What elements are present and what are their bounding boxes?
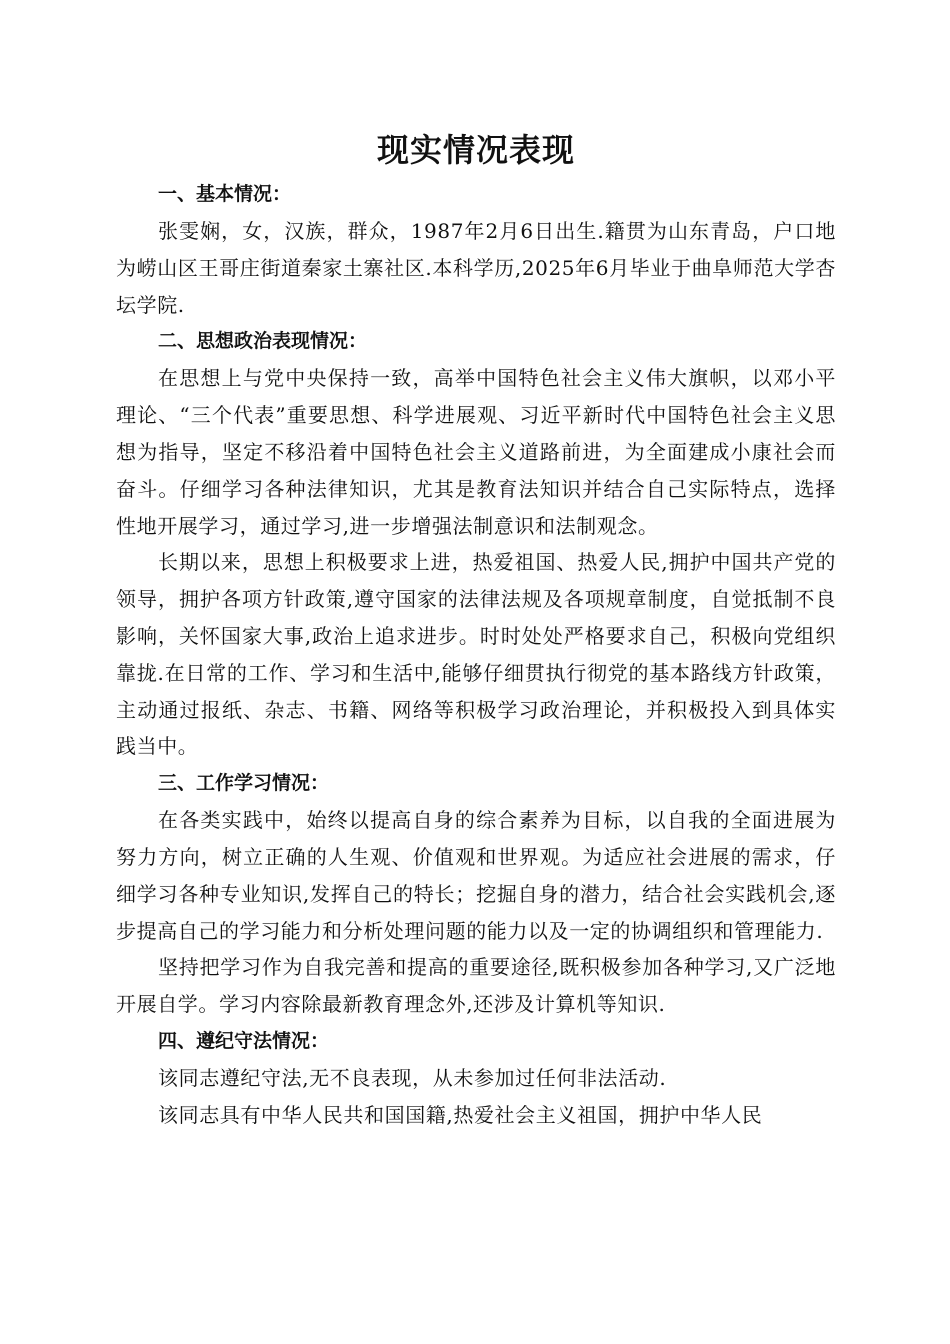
section-basic-info (116, 176, 836, 323)
paragraph: 坚持把学习作为自我完善和提高的重要途径,既积极参加各种学习,又广泛地开展自学。学习内容除最新教育理念外,还涉及计算机等知识. (116, 955, 836, 1017)
paragraph: 该同志遵纪守法,无不良表现，从未参加过任何非法活动. (158, 1065, 667, 1090)
paragraph: 长期以来，思想上积极要求上进，热爱祖国、热爱人民,拥护中国共产党的领导，拥护各项方针政策,遵守国家的法律法规及各项规章制度，自觉抵制不良影响，关怀国家大事,政治上追求进步。时时处处严格要求自己，积极向党组织靠拢.在日常的工作、学习和生活中,能够仔细贯执行彻党的基本路线方针政策，主动通过报纸、杂志、书籍、网络等积极学习政治理论，并积极投入到具体实践当中。 (116, 550, 836, 759)
section-heading: 三、工作学习情况： (158, 772, 330, 795)
document-title: 现实情况表现 (376, 131, 575, 169)
paragraph: 在思想上与党中央保持一致，高举中国特色社会主义伟大旗帜，以邓小平理论、“三个代表”重要思想、科学进展观、习近平新时代中国特色社会主义思想为指导，坚定不移沿着中国特色社会主义道路前进，为全面建成小康社会而奋斗。仔细学习各种法律知识，尤其是教育法知识并结合自己实际特点，选择性地开展学习，通过学习,进一步增强法制意识和法制观念。 (116, 366, 836, 538)
section-heading: 四、遵纪守法情况： (158, 1029, 330, 1052)
paragraph: 在各类实践中，始终以提高自身的综合素养为目标，以自我的全面进展为努力方向，树立正确的人生观、价值观和世界观。为适应社会进展的需求，仔细学习各种专业知识,发挥自己的特长；挖掘自身的潜力，结合社会实践机会,逐步提高自己的学习能力和分析处理问题的能力以及一定的协调组织和管理能力. (116, 808, 836, 943)
section-political-performance (116, 323, 836, 765)
paragraph: 张雯娴，女，汉族，群众，1987年2月6日出生.籍贯为山东青岛，户口地为崂山区王哥庄街道秦家土寨社区.本科学历,2025年6月毕业于曲阜师范大学杏坛学院. (116, 219, 836, 317)
section-work-study (116, 765, 836, 1023)
section-heading: 二、思想政治表现情况： (158, 330, 368, 353)
section-heading: 一、基本情况： (158, 183, 292, 205)
document-page (116, 124, 836, 1134)
section-law-abiding (116, 1023, 836, 1134)
paragraph: 该同志具有中华人民共和国国籍,热爱社会主义祖国，拥护中华人民 (158, 1102, 763, 1127)
